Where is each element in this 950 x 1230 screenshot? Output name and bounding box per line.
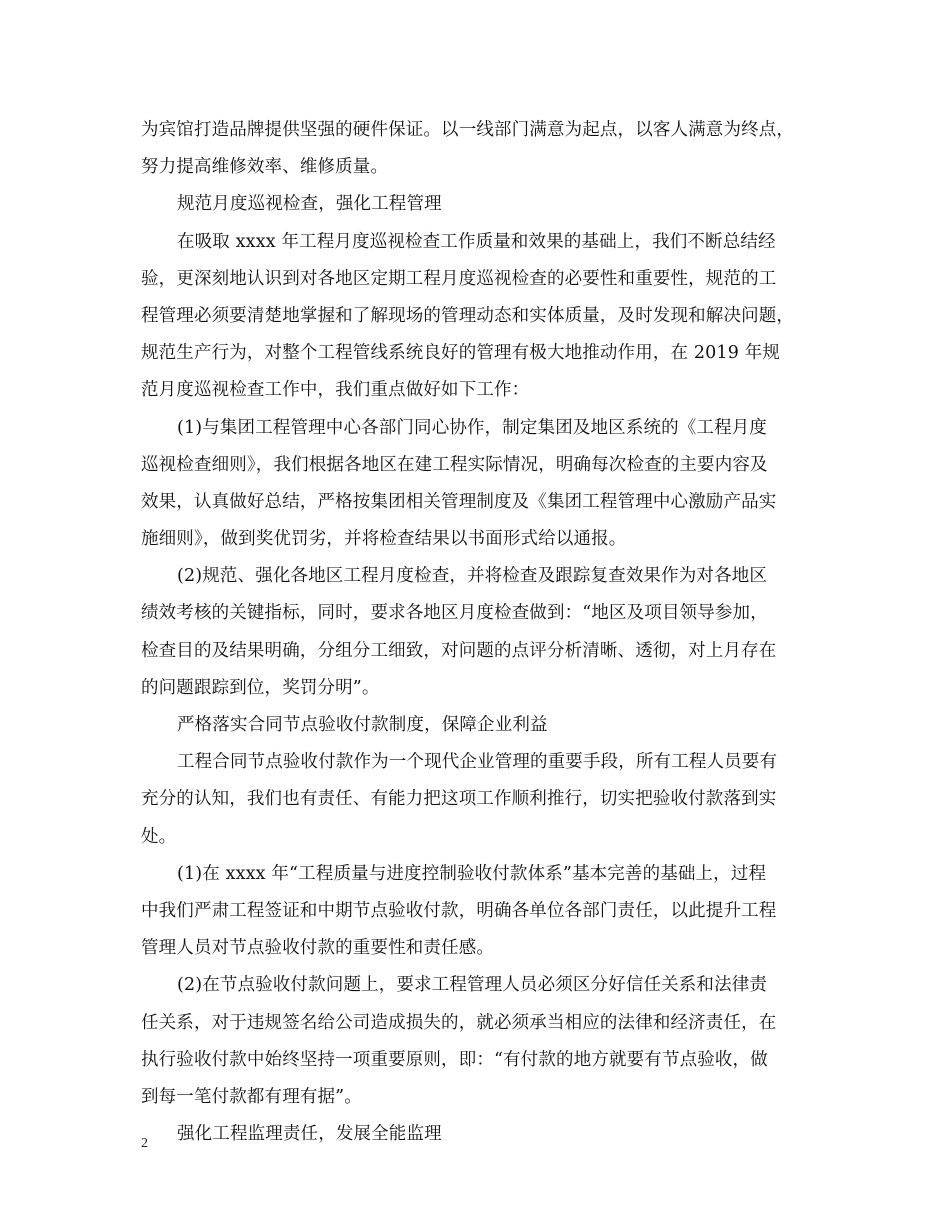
text-line: 规范生产行为，对整个工程管线系统良好的管理有极大地推动作用，在 2019 年规 [141, 343, 781, 364]
page-number: 2 [141, 1136, 148, 1151]
body-text [141, 112, 813, 1153]
text-line: 为宾馆打造品牌提供坚强的硬件保证。以一线部门满意为起点，以客人满意为终点， [141, 120, 795, 140]
text-line: 范月度巡视检查工作中，我们重点做好如下工作： [141, 380, 530, 401]
text-line: 努力提高维修效率、维修质量。 [141, 157, 389, 178]
text-line: 检查目的及结果明确，分组分工细致，对问题的点评分析清晰、透彻，对上月存在 [141, 640, 777, 661]
text-line: 在吸取 xxxx 年工程月度巡视检查工作质量和效果的基础上，我们不断总结经 [177, 231, 776, 252]
section-heading: 强化工程监理责任，发展全能监理 [177, 1124, 442, 1145]
text-line: 巡视检查细则》，我们根据各地区在建工程实际情况，明确每次检查的主要内容及 [141, 454, 768, 475]
text-line: 到每一笔付款都有理有据”。 [141, 1086, 362, 1107]
text-line: 的问题跟踪到位，奖罚分明”。 [141, 677, 380, 698]
text-line: 施细则》，做到奖优罚劣，并将检查结果以书面形式给以通报。 [141, 529, 627, 550]
list-item-text: (2)在节点验收付款问题上，要求工程管理人员必须区分好信任关系和法律责 [177, 975, 768, 996]
section-heading: 严格落实合同节点验收付款制度，保障企业利益 [177, 715, 548, 735]
text-line: 绩效考核的关键指标，同时，要求各地区月度检查做到：“地区及项目领导参加， [141, 603, 768, 624]
text-line: 任关系，对于违规签名给公司造成损失的，就必须承当相应的法律和经济责任，在 [141, 1012, 777, 1033]
list-item-text: (1)与集团工程管理中心各部门同心协作，制定集团及地区系统的《工程月度 [177, 417, 768, 438]
list-item-text: (2)规范、强化各地区工程月度检查，并将检查及跟踪复查效果作为对各地区 [177, 566, 768, 587]
text-line: 验，更深刻地认识到对各地区定期工程月度巡视检查的必要性和重要性，规范的工 [141, 268, 777, 289]
text-line: 管理人员对节点验收付款的重要性和责任感。 [141, 938, 494, 959]
text-line: 中我们严肃工程签证和中期节点验收付款，明确各单位各部门责任，以此提升工程 [141, 900, 777, 921]
text-line: 充分的认知，我们也有责任、有能力把这项工作顺利推行，切实把验收付款落到实 [141, 789, 777, 810]
text-line: 处。 [141, 826, 177, 847]
text-line: 执行验收付款中始终坚持一项重要原则，即：“有付款的地方就要有节点验收，做 [141, 1049, 768, 1070]
text-line: 工程合同节点验收付款作为一个现代企业管理的重要手段，所有工程人员要有 [177, 752, 778, 773]
text-line: 效果，认真做好总结，严格按集团相关管理制度及《集团工程管理中心激励产品实 [141, 491, 777, 512]
text-line: 程管理必须要清楚地掌握和了解现场的管理动态和实体质量，及时发现和解决问题， [141, 305, 795, 326]
list-item-text: (1)在 xxxx 年“工程质量与进度控制验收付款体系”基本完善的基础上，过程 [177, 863, 767, 884]
section-heading: 规范月度巡视检查，强化工程管理 [177, 194, 442, 215]
